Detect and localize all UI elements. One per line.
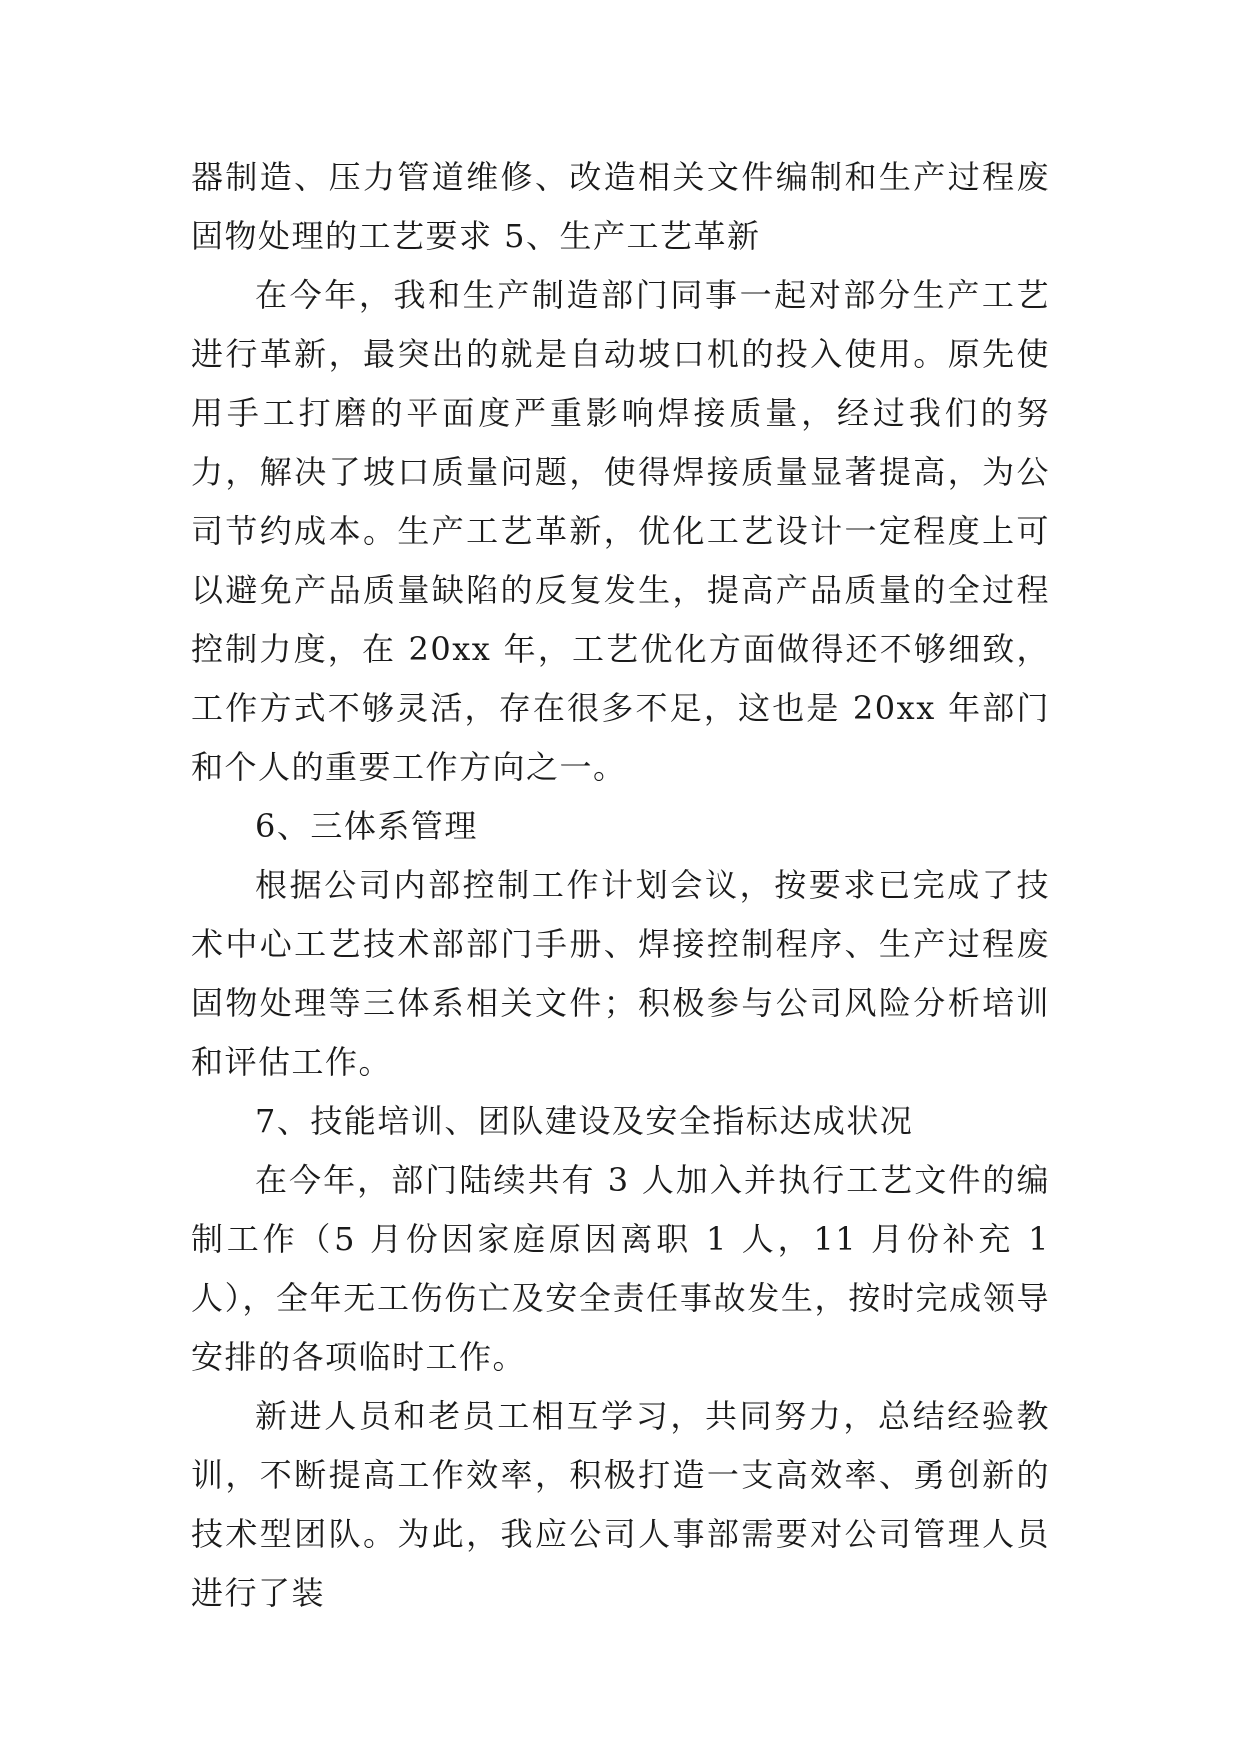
paragraph-process-innovation: 在今年，我和生产制造部门同事一起对部分生产工艺进行革新，最突出的就是自动坡口机的投入使用。原先使用手工打磨的平面度严重影响焊接质量，经过我们的努力，解决了坡口质量问题，使得焊接质量显著提高，为公司节约成本。生产工艺革新，优化工艺设计一定程度上可以避免产品质量缺陷的反复发生，提高产品质量的全过程控制力度，在 20xx 年，工艺优化方面做得还不够细致，工作方式不够灵活，存在很多不足，这也是 20xx 年部门和个人的重要工作方向之一。 [191, 276, 1050, 786]
paragraph-team-building: 新进人员和老员工相互学习，共同努力，总结经验教训，不断提高工作效率，积极打造一支高效率、勇创新的技术型团队。为此，我应公司人事部需要对公司管理人员进行了装 [191, 1397, 1050, 1612]
paragraph-management-system: 根据公司内部控制工作计划会议，按要求已完成了技术中心工艺技术部部门手册、焊接控制程序、生产过程废固物处理等三体系相关文件；积极参与公司风险分析培训和评估工作。 [191, 866, 1050, 1081]
section-heading-training-team-safety: 7、技能培训、团队建设及安全指标达成状况 [255, 1102, 914, 1140]
document-body [191, 148, 1050, 1623]
section-heading-management-system: 6、三体系管理 [255, 807, 478, 845]
paragraph-continuation: 器制造、压力管道维修、改造相关文件编制和生产过程废固物处理的工艺要求 5、生产工艺革新 [191, 158, 1050, 255]
paragraph-staffing: 在今年，部门陆续共有 3 人加入并执行工艺文件的编制工作（5 月份因家庭原因离职 1 人，11 月份补充 1 人），全年无工伤伤亡及安全责任事故发生，按时完成领导安排的各项临时工作。 [191, 1161, 1050, 1376]
